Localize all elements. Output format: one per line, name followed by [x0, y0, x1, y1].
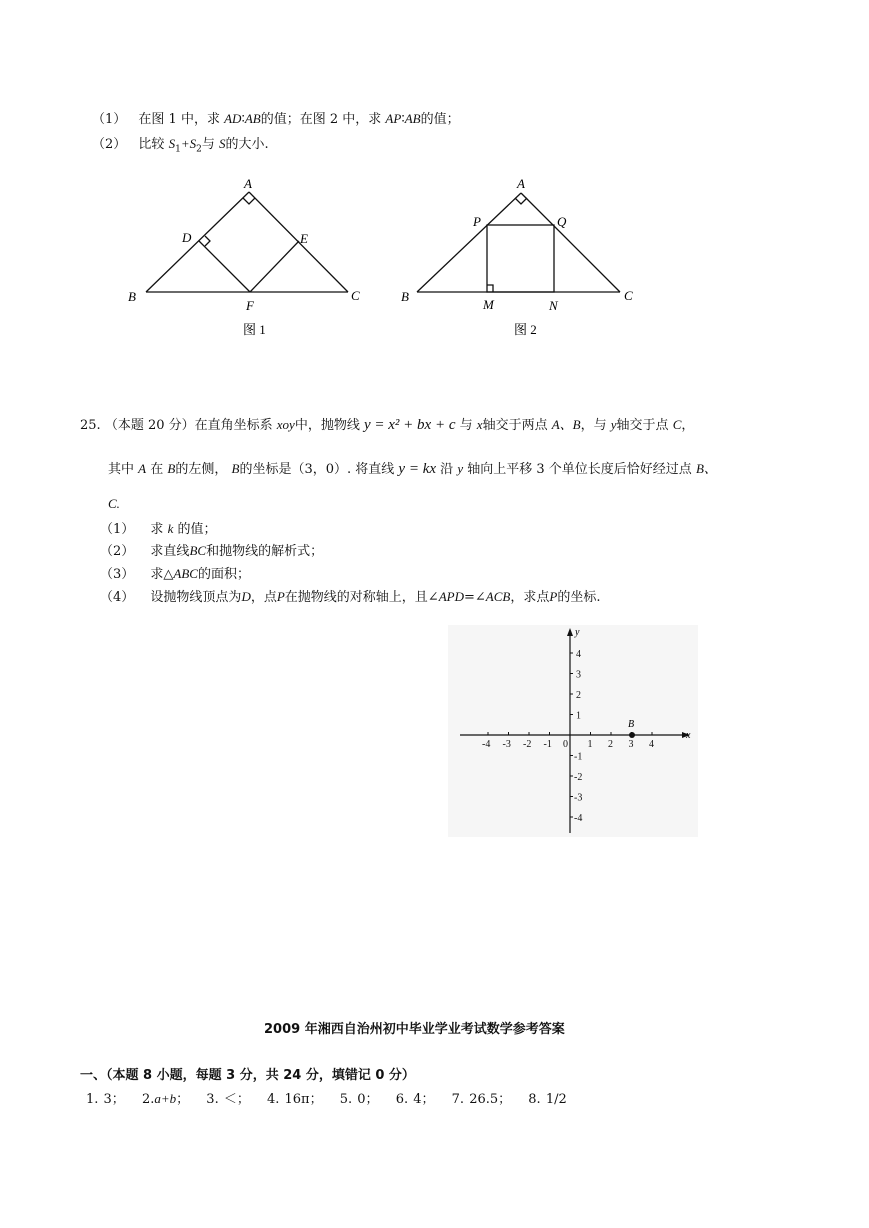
label-c: C — [624, 288, 633, 303]
y-tick-label: -1 — [574, 751, 583, 763]
y-tick-label: 3 — [576, 669, 581, 681]
answer-8: 8. 1/2 — [528, 1092, 567, 1107]
label-q: Q — [557, 214, 567, 229]
x-tick-label: -1 — [543, 739, 552, 750]
y-tick-label: -2 — [574, 772, 583, 783]
point-b-label: B — [628, 719, 635, 730]
label-p: P — [473, 214, 481, 229]
label-e: E — [300, 231, 308, 246]
point-b — [629, 732, 635, 738]
figure-2 — [395, 170, 645, 350]
x-tick-label: 4 — [649, 739, 654, 750]
grid-background — [448, 625, 698, 837]
x-tick-label: 1 — [587, 739, 593, 750]
parabola-formula: y = x² + bx + c — [363, 417, 456, 433]
part-number: （1） — [92, 112, 127, 127]
coordinate-grid — [448, 625, 698, 837]
y-tick-label: 4 — [576, 649, 581, 660]
answer-3: 3. ＜； — [206, 1092, 250, 1107]
answer-6: 6. 4； — [395, 1092, 435, 1107]
x-tick-label: -3 — [502, 739, 511, 750]
figure-2-caption: 图 2 — [514, 322, 537, 337]
segment-df — [199, 241, 250, 292]
answer-2: a+b — [154, 1091, 177, 1106]
q25-line-3: C. — [108, 496, 120, 511]
sub-number: （4） — [100, 590, 135, 605]
line-formula: y = kx — [398, 461, 437, 477]
question-part-2: （2） 比较 $S_1+S_2$与 S的大小. — [92, 136, 269, 155]
x-tick-label: -4 — [482, 739, 491, 750]
label-b: B — [128, 289, 136, 304]
square-pqnm — [487, 225, 554, 292]
q25-sub-1: （1） 求 k 的值； — [100, 521, 217, 537]
x-tick-label: 0 — [563, 739, 568, 750]
segment-fe — [250, 241, 299, 292]
x-tick-label: -2 — [523, 739, 532, 750]
part-number: （2） — [92, 137, 127, 152]
side-ab — [417, 193, 521, 292]
x-axis-label: x — [686, 730, 691, 741]
answer-4: 4. 16π； — [266, 1092, 323, 1107]
y-tick-label: 1 — [576, 710, 581, 722]
label-f: F — [246, 298, 254, 313]
y-tick-label: 2 — [576, 690, 581, 701]
right-angle-mark-a — [243, 198, 255, 204]
right-angle-mark-d — [205, 236, 210, 246]
label-a: A — [517, 176, 525, 191]
sub-number: （2） — [100, 544, 135, 559]
answer-5: 5. 0； — [339, 1092, 379, 1107]
question-part-1: （1） 在图 1 中，求 AD∶AB的值；在图 2 中，求 AP∶AB的值； — [92, 111, 460, 127]
side-ab — [146, 192, 249, 292]
answers-title: 2009 年湘西自治州初中毕业学业考试数学参考答案 — [264, 1022, 565, 1037]
label-n: N — [549, 298, 558, 313]
q25-line-1: 25. （本题 20 分）在直角坐标系 xoy中，抛物线 y = x² + bx + c 与 x轴交于两点 A、B，与 y轴交于点 C， — [80, 417, 695, 433]
side-ac — [521, 193, 620, 292]
label-d: D — [182, 230, 192, 245]
answer-7: 7. 26.5； — [451, 1092, 512, 1107]
label-m: M — [483, 297, 494, 312]
x-tick-label: 2 — [608, 739, 613, 750]
section-1-heading: 一、（本题 8 小题，每题 3 分，共 24 分，填错记 0 分） — [80, 1068, 415, 1083]
sub-number: （1） — [100, 522, 135, 537]
sub-number: （3） — [100, 567, 135, 582]
label-c: C — [351, 288, 360, 303]
x-tick-label: 3 — [628, 739, 634, 750]
answer-2-number: 2. — [141, 1092, 155, 1107]
y-axis-label: y — [575, 627, 580, 638]
question-number: 25. — [80, 418, 101, 433]
y-tick-label: -4 — [574, 813, 583, 824]
answer-1: 1. 3； — [86, 1092, 125, 1107]
figure-1-caption: 图 1 — [243, 322, 266, 337]
q25-sub-3: （3） 求△ABC的面积； — [100, 566, 250, 582]
label-a: A — [244, 176, 252, 191]
q25-line-2: 其中 A 在 B的左侧， B的坐标是（3，0）. 将直线 y = kx 沿 y 轴向上平移 3 个单位长度后恰好经过点 B、 — [108, 461, 717, 477]
right-angle-mark-m — [487, 285, 493, 292]
answers-row: 1. 3； 2.a+b； 3. ＜； 4. 16π； 5. 0； 6. 4； 7. 26.5； 8. 1/2 — [86, 1091, 567, 1107]
right-angle-mark-a — [515, 198, 527, 204]
y-tick-label: -3 — [574, 792, 583, 804]
q25-sub-2: （2） 求直线BC和抛物线的解析式； — [100, 543, 324, 559]
label-b: B — [401, 289, 409, 304]
q25-sub-4: （4） 设抛物线顶点为D，点P在抛物线的对称轴上，且∠APD=∠ACB，求点P的坐标. — [100, 589, 601, 605]
figure-1 — [120, 170, 370, 350]
